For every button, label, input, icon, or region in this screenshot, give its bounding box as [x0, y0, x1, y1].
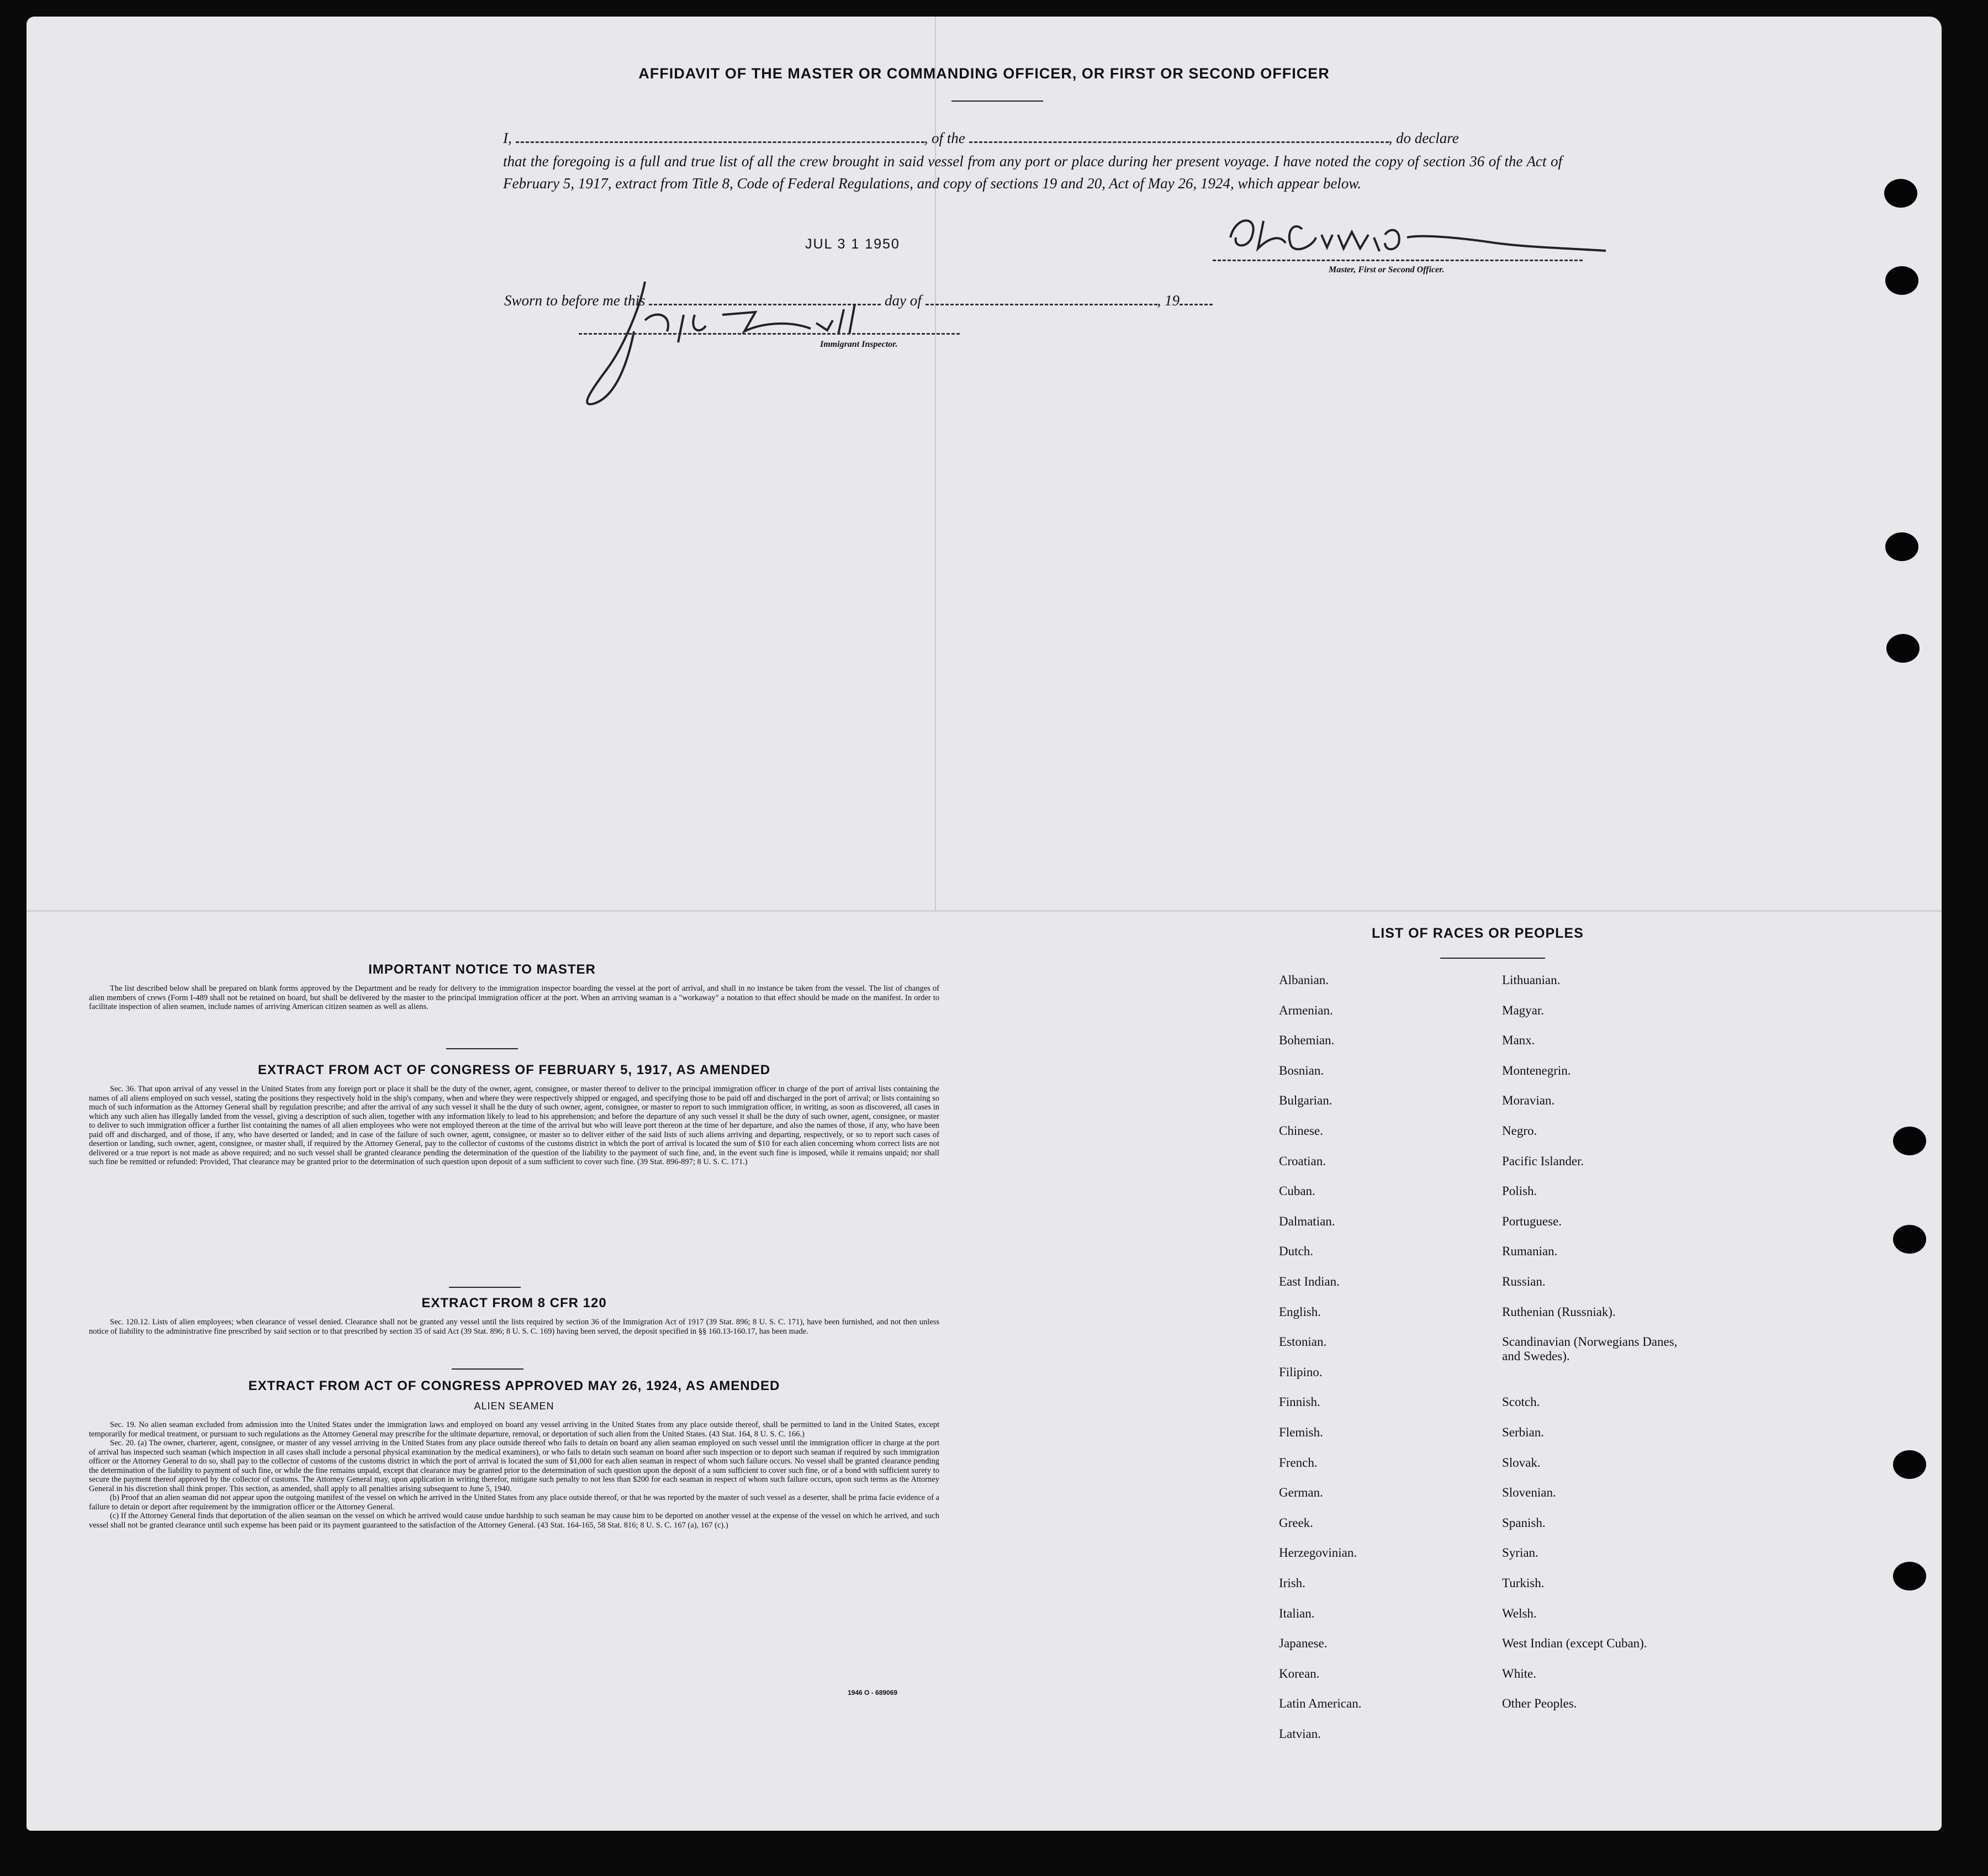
race-item: Syrian. — [1502, 1546, 1538, 1560]
form-page — [27, 17, 1942, 1831]
race-item: Moravian. — [1502, 1093, 1555, 1108]
sworn-label: Sworn to before me this — [504, 292, 646, 309]
inspector-caption: Immigrant Inspector. — [820, 340, 898, 349]
race-item: French. — [1279, 1455, 1318, 1470]
master-signature-line[interactable] — [1213, 260, 1583, 261]
punch-hole — [1885, 266, 1918, 295]
year-label: , 19 — [1157, 292, 1180, 309]
name-field[interactable] — [516, 141, 924, 143]
punch-hole — [1893, 1562, 1926, 1590]
affidavit-of-label: , of the — [924, 130, 965, 146]
race-item: Montenegrin. — [1502, 1063, 1571, 1077]
race-item: Finnish. — [1279, 1395, 1320, 1409]
extract-8cfr-title: EXTRACT FROM 8 CFR 120 — [421, 1296, 607, 1310]
race-item: Other Peoples. — [1502, 1697, 1577, 1711]
punch-hole — [1885, 532, 1918, 561]
master-caption: Master, First or Second Officer. — [1329, 265, 1445, 274]
race-item: German. — [1279, 1486, 1323, 1500]
race-item: Chinese. — [1279, 1124, 1323, 1138]
race-item: Negro. — [1502, 1124, 1537, 1138]
race-item: Dalmatian. — [1279, 1214, 1335, 1228]
race-item: White. — [1502, 1666, 1536, 1681]
race-item: Russian. — [1502, 1275, 1546, 1288]
race-item: Latvian. — [1279, 1727, 1321, 1741]
race-item: Slovenian. — [1502, 1486, 1556, 1500]
section-20c-text: (c) If the Attorney General finds that deportation of the alien seaman on the vessel on which he arrived would cause undue hardship to such seaman he may cause him to be deported on another vessel at the expense of the vessel on which he arrived, and such vessel shall not be granted clearance until such expense has been paid or its payment guaranteed to the satisfaction of the Attorney General. (43 Stat. 164-165, 58 Stat. 816; 8 U. S. C. 167 (a), 167 (c).) — [89, 1512, 939, 1530]
master-signature — [1219, 204, 1606, 265]
race-item: Greek. — [1279, 1515, 1313, 1530]
section-19-text: Sec. 19. No alien seaman excluded from admission into the United States under the immigration laws and employed on board any vessel arriving in the United States from any place outside thereof, shall be permitted to land in the United States, except temporarily for medical treatment, or pursuant to such regulations as the Attorney General may prescribe for the ultimate departure, removal, or deportation of such alien from the United States. (43 Stat. 164, 8 U. S. C. 166.) — [89, 1420, 939, 1439]
extract-1924-title: EXTRACT FROM ACT OF CONGRESS APPROVED MAY 26, 1924, AS AMENDED — [248, 1378, 780, 1393]
date-stamp: JUL 3 1 1950 — [805, 236, 900, 252]
race-item: Magyar. — [1502, 1003, 1545, 1017]
race-item: Slovak. — [1502, 1455, 1541, 1470]
vessel-field[interactable] — [969, 141, 1389, 143]
race-item: Armenian. — [1279, 1003, 1333, 1017]
section-20a-text: Sec. 20. (a) The owner, charterer, agent, consignee, or master of any vessel arriving in the United States from any place outside thereof who fails to detain on board any alien seaman employed on such vessel until the immigration officer in charge at the port of arrival has inspected such seaman (which inspection in all cases shall include a personal physical examination by the medical examiners), or who fails to detain such seaman on board after such inspection or to deport such seaman if required by such immigration officer or the Attorney General to do so, shall pay to the collector of customs of the customs district in which the port of arrival is located the sum of $1,000 for each alien seaman in respect of whom such failure occurs. No vessel shall be granted clearance pending the determination of the liability to payment of such fine, or while the fine remains unpaid, except that clearance may be granted prior to the determination of such question upon the deposit of a sum sufficient to cover such fine, or of a bond with sufficient surety to secure the payment thereof approved by the collector of customs. The Attorney General may, upon application in writing therefor, mitigate such penalty to not less than $200 for each seaman in respect of whom such failure occurs, upon such terms as the Attorney General in his discretion shall think proper. This section, as amended, shall apply to all penalties arising subsequent to June 5, 1940. — [89, 1439, 939, 1493]
race-item: Scotch. — [1502, 1395, 1540, 1409]
extract-8cfr-text: Sec. 120.12. Lists of alien employees; when clearance of vessel denied. Clearance shall not be granted any vessel until the lists required by section 36 of the Immigration Act of 1917 (39 Stat. 896; 8 U. S. C. 171), have been furnished, and not then unless notice of liability to the administrative fine prescribed by said section or to that prescribed by section 35 of said Act (39 Stat. 896; 8 U. S. C. 169) having been served, the deposit specified in §§ 160.13-160.17, has been made. — [89, 1318, 939, 1336]
divider — [452, 1368, 524, 1370]
race-item: Rumanian. — [1502, 1244, 1558, 1259]
notice-text: The list described below shall be prepared on blank forms approved by the Department and be ready for delivery to the immigration inspector boarding the vessel at the port of arrival, and shall in no instance be taken from the vessel. The list of changes of alien members of crews (Form I-489 shall not be retained on board, but shall be delivered by the master to the principal immigration officer at the port. When an arriving seaman is a "workaway" a notation to that effect should be made on the manifest. In order to facilitate inspection of alien seamen, include names of arriving American citizen seamen as well as aliens. — [89, 984, 939, 1011]
affidavit-title: AFFIDAVIT OF THE MASTER OR COMMANDING OFFICER, OR FIRST OR SECOND OFFICER — [638, 65, 1330, 82]
punch-hole — [1886, 634, 1920, 663]
races-title: LIST OF RACES OR PEOPLES — [1372, 926, 1584, 941]
race-item: Irish. — [1279, 1576, 1305, 1590]
inspector-signature — [557, 260, 932, 414]
extract-1924-subtitle: ALIEN SEAMEN — [474, 1401, 554, 1412]
race-item: Flemish. — [1279, 1425, 1323, 1439]
race-item: Welsh. — [1502, 1606, 1537, 1620]
race-item: Herzegovinian. — [1279, 1546, 1357, 1560]
race-item: Polish. — [1502, 1184, 1537, 1198]
race-item: Scandinavian (Norwegians Danes, and Swedes). — [1502, 1335, 1678, 1364]
notice-title: IMPORTANT NOTICE TO MASTER — [368, 962, 596, 977]
race-item: Manx. — [1502, 1033, 1535, 1048]
extract-1924-body — [89, 1420, 939, 1530]
race-item: Spanish. — [1502, 1515, 1546, 1530]
section-20b-text: (b) Proof that an alien seaman did not appear upon the outgoing manifest of the vessel on which he arrived in the United States from any place outside thereof, or that he was reported by the master of such vessel as a deserter, shall be prima facie evidence of a failure to detain or deport after requirement by the immigration officer or the Attorney General. — [89, 1493, 939, 1512]
race-item: Serbian. — [1502, 1425, 1545, 1439]
race-item: Turkish. — [1502, 1576, 1545, 1590]
race-item: Filipino. — [1279, 1365, 1323, 1379]
race-item: East Indian. — [1279, 1275, 1340, 1288]
punch-hole — [1893, 1127, 1926, 1155]
race-item: Bohemian. — [1279, 1033, 1335, 1048]
race-item: West Indian (except Cuban). — [1502, 1636, 1647, 1651]
extract-1917-title: EXTRACT FROM ACT OF CONGRESS OF FEBRUARY 5, 1917, AS AMENDED — [257, 1063, 771, 1077]
race-item: Croatian. — [1279, 1154, 1326, 1168]
race-item: Albanian. — [1279, 973, 1329, 987]
race-item: Pacific Islander. — [1502, 1154, 1584, 1168]
punch-hole — [1884, 179, 1917, 208]
affidavit-i-label: I, — [503, 130, 512, 146]
race-item: Japanese. — [1279, 1636, 1328, 1651]
punch-hole — [1893, 1225, 1926, 1254]
extract-1917-text: Sec. 36. That upon arrival of any vessel in the United States from any foreign port or place it shall be the duty of the owner, agent, consignee, or master thereof to deliver to the principal immigration officer in charge of the port of arrival lists containing the names of all aliens employed on such vessel, stating the positions they respectively hold in the ship's company, when and where they were respectively shipped or engaged, and specifying those to be paid off and discharged in the port of arrival; or lists containing so much of such information as the Attorney General shall by regulation prescribe; and after the arrival of any such vessel it shall be the duty of such owner, agent, consignee, or master to report to such immigration officer, in writing, as soon as discovered, all cases in which any such alien has illegally landed from the vessel, giving a description of such alien, together with any information likely to lead to his apprehension; and before the departure of any such vessel it shall be the duty of such owner, agent, consignee, or master to deliver to such immigration officer a further list containing the names of all alien employees who were not employed thereon at the time of the arrival but who will leave port thereon at the time of her departure, and also the names of those, if any, who have been paid off and discharged, and of those, if any, who have deserted or landed; and in case of the failure of such owner, agent, consignee, or master so to deliver either of the said lists of such aliens arriving and departing, respectively, or so to report such cases of desertion or landing, such owner, agent, consignee, or master shall, if required by the Attorney General, pay to the collector of customs of the customs district in which the port of arrival is located the sum of $10 for each alien concerning whom correct lists are not delivered or a true report is not made as above required; and no such vessel shall be granted clearance pending the determination of the question of the liability to the payment of such fine, and, in the event such fine is imposed, while it remains unpaid; nor shall such fine be remitted or refunded: Provided, That clearance may be granted prior to the determination of such question upon deposit of a sum sufficient to cover such fine. (39 Stat. 896-897; 8 U. S. C. 171.) — [89, 1085, 939, 1166]
race-item: Bosnian. — [1279, 1063, 1324, 1077]
divider — [446, 1048, 518, 1049]
punch-hole — [1893, 1450, 1926, 1479]
race-item: Dutch. — [1279, 1244, 1313, 1259]
printer-code: 1946 O - 689069 — [848, 1689, 898, 1697]
affidavit-line-1 — [503, 127, 1563, 149]
inspector-signature-line[interactable] — [579, 333, 960, 335]
race-item: Portuguese. — [1502, 1214, 1562, 1228]
sworn-year-field[interactable] — [1180, 304, 1213, 305]
fold-line-horizontal — [27, 910, 1942, 912]
race-item: English. — [1279, 1304, 1321, 1319]
race-item: Korean. — [1279, 1666, 1320, 1681]
race-item: Estonian. — [1279, 1335, 1327, 1349]
affidavit-declare-label: , do declare — [1388, 130, 1459, 146]
race-item: Bulgarian. — [1279, 1093, 1333, 1108]
race-item: Cuban. — [1279, 1184, 1315, 1198]
race-item: Italian. — [1279, 1606, 1315, 1620]
race-item: Latin American. — [1279, 1697, 1362, 1711]
divider — [951, 101, 1043, 102]
day-of-label: day of — [885, 292, 922, 309]
divider — [1440, 958, 1545, 959]
race-item: Lithuanian. — [1502, 973, 1561, 987]
affidavit-body: that the foregoing is a full and true list of all the crew brought in said vessel from any port or place during her present voyage. I have noted the copy of section 36 of the Act of February 5, 1917, extract from Title 8, Code of Federal Regulations, and copy of sections 19 and 20, Act of May 26, 1924, which appear below. — [503, 153, 1562, 192]
race-item: Ruthenian (Russniak). — [1502, 1304, 1616, 1319]
sworn-month-field[interactable] — [926, 304, 1157, 305]
divider — [449, 1287, 521, 1288]
